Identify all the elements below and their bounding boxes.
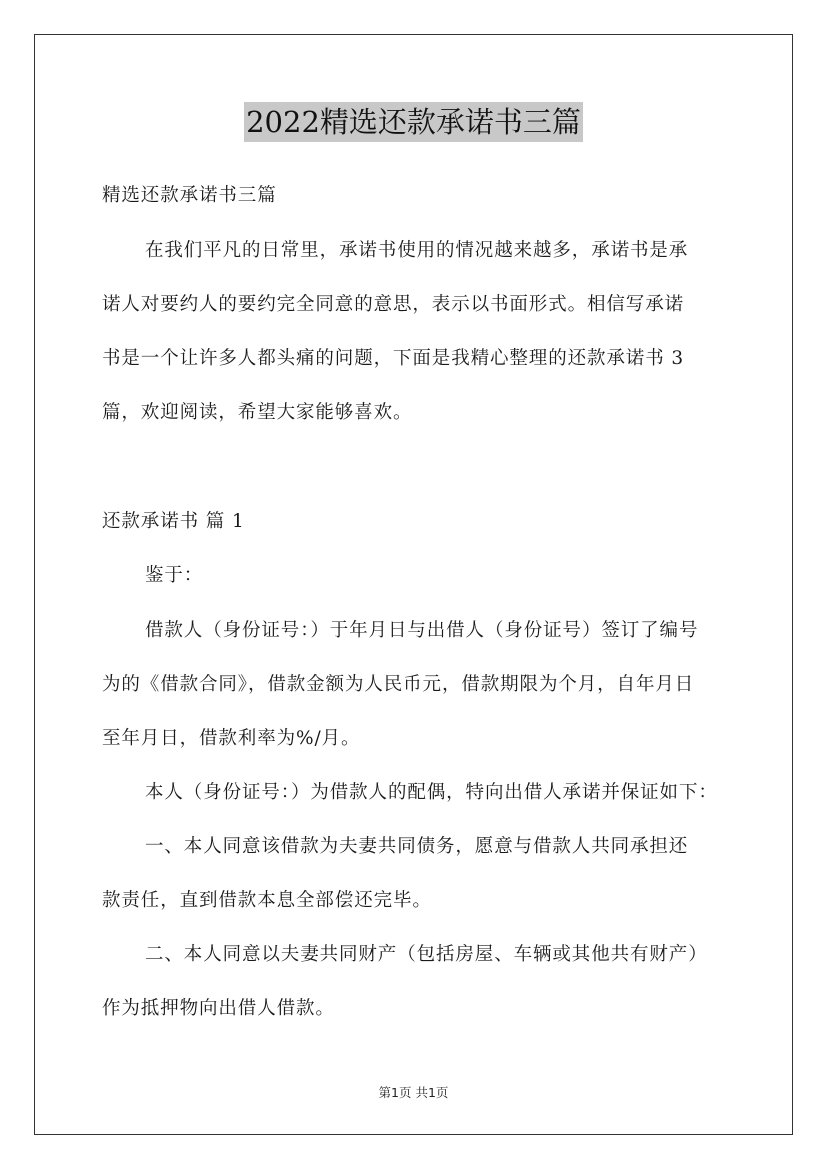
clause-1-line-2: 款责任，直到借款本息全部偿还完毕。 [102, 890, 432, 911]
intro-line-2: 诺人对要约人的要约完全同意的意思，表示以书面形式。相信写承诺 [102, 294, 685, 315]
page-footer: 第1页 共1页 [378, 1085, 449, 1100]
body-line-3: 至年月日，借款利率为%/月。 [102, 728, 361, 749]
intro-line-4: 篇，欢迎阅读，希望大家能够喜欢。 [102, 402, 413, 423]
body-line-4: 本人（身份证号：）为借款人的配偶，特向出借人承诺并保证如下： [145, 782, 718, 803]
body-line-whereas: 鉴于： [145, 565, 204, 586]
clause-2-line-2: 作为抵押物向出借人借款。 [102, 998, 335, 1019]
document-title-wrapper [0, 102, 827, 142]
doc-subtitle: 精选还款承诺书三篇 [102, 185, 277, 206]
section-heading: 还款承诺书 篇 1 [102, 511, 245, 532]
intro-line-1: 在我们平凡的日常里，承诺书使用的情况越来越多，承诺书是承 [145, 240, 689, 261]
intro-line-3: 书是一个让许多人都头痛的问题，下面是我精心整理的还款承诺书 3 [102, 348, 685, 369]
clause-2-line-1: 二、本人同意以夫妻共同财产（包括房屋、车辆或其他共有财产） [145, 944, 708, 965]
clause-1-line-1: 一、本人同意该借款为夫妻共同债务，愿意与借款人共同承担还 [145, 836, 689, 857]
body-line-1: 借款人（身份证号：）于年月日与出借人（身份证号）签订了编号 [145, 620, 699, 641]
body-line-2: 为的《借款合同》，借款金额为人民币元，借款期限为个月，自年月日 [102, 674, 695, 695]
document-title: 2022精选还款承诺书三篇 [244, 102, 583, 142]
